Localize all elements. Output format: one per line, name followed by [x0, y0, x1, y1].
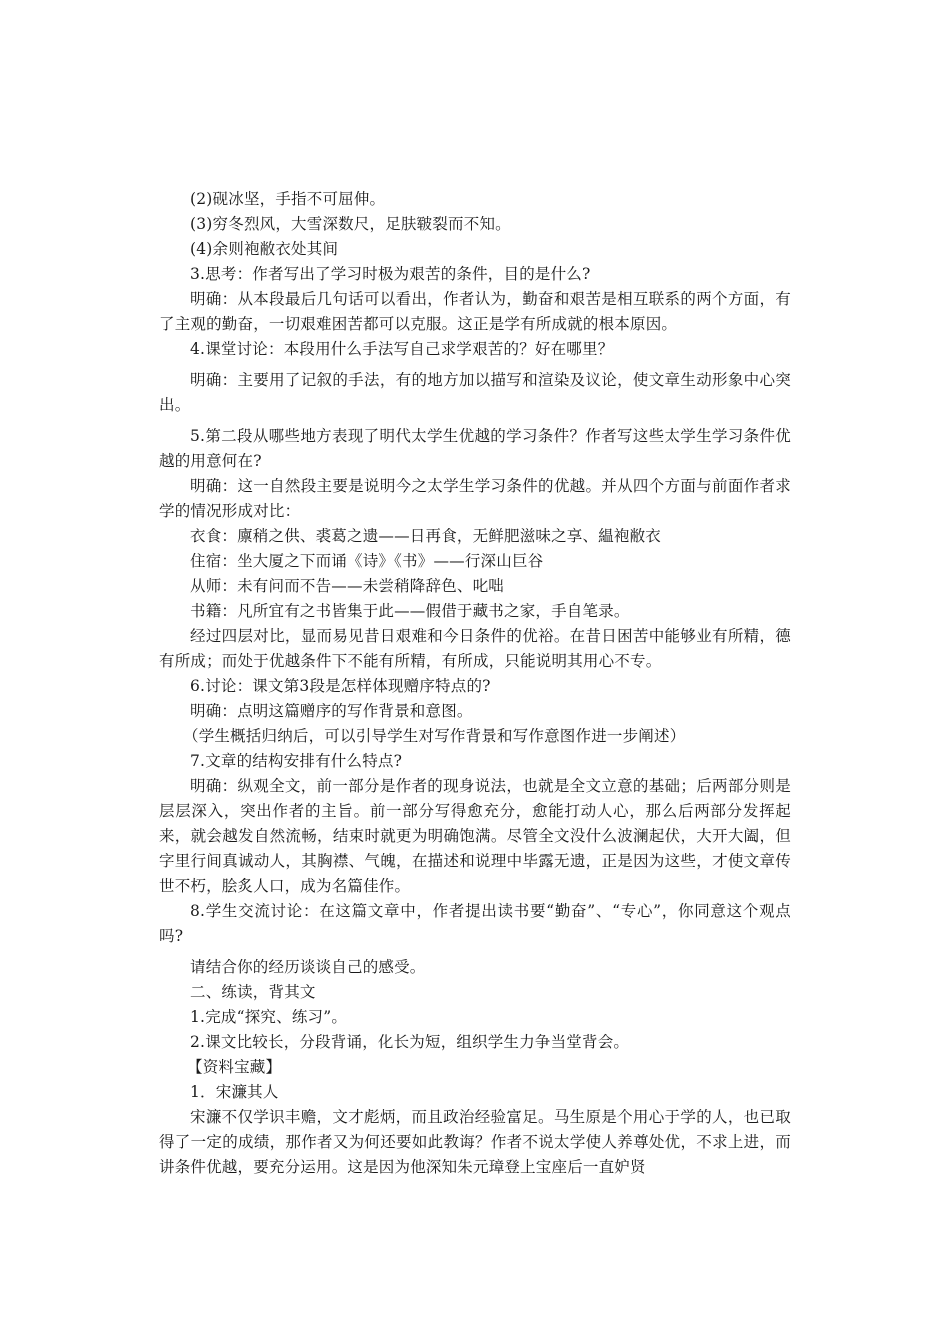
- paragraph-5: 明确：从本段最后几句话可以看出，作者认为，勤奋和艰苦是相互联系的两个方面，有了主观的勤奋，一切艰难困苦都可以克服。这正是学有所成就的根本原因。: [159, 290, 791, 333]
- paragraph-7: 明确：主要用了记叙的手法，有的地方加以描写和渲染及议论，使文章生动形象中心突出。: [159, 371, 791, 414]
- paragraph-22: 二、练读，背其文: [190, 983, 316, 1001]
- paragraph-2: (3)穷冬烈风，大雪深数尺，足肤皲裂而不知。: [190, 215, 511, 233]
- paragraph-18: 7.文章的结构安排有什么特点?: [190, 752, 403, 770]
- paragraph-6: 4.课堂讨论：本段用什么手法写自己求学艰苦的？好在哪里？: [190, 340, 614, 358]
- paragraph-9: 明确：这一自然段主要是说明今之太学生学习条件的优越。并从四个方面与前面作者求学的情况形成对比：: [159, 477, 791, 520]
- paragraph-15: 6.讨论：课文第3段是怎样体现赠序特点的?: [190, 677, 491, 695]
- paragraph-11: 住宿：坐大厦之下而诵《诗》《书》——行深山巨谷: [190, 552, 544, 570]
- paragraph-21: 请结合你的经历谈谈自己的感受。: [190, 958, 426, 976]
- paragraph-26: 1．宋濂其人: [190, 1083, 279, 1101]
- paragraph-17: （学生概括归纳后，可以引导学生对写作背景和写作意图作进一步阐述）: [183, 727, 686, 745]
- paragraph-24: 2.课文比较长，分段背诵，化长为短，组织学生力争当堂背会。: [190, 1033, 630, 1051]
- paragraph-8: 5.第二段从哪些地方表现了明代太学生优越的学习条件？作者写这些太学生学习条件优越的用意何在?: [159, 427, 791, 470]
- paragraph-19: 明确：纵观全文，前一部分是作者的现身说法，也就是全文立意的基础；后两部分则是层层深入，突出作者的主旨。前一部分写得愈充分，愈能打动人心，那么后两部分发挥起来，就会越发自然流畅，结束时就更为明确饱满。尽管全文没什么波澜起伏，大开大阖，但字里行间真诚动人，其胸襟、气魄，在描述和说理中毕露无遗，正是因为这些，才使文章传世不朽，脍炙人口，成为名篇佳作。: [159, 777, 791, 895]
- paragraph-27: 宋濂不仅学识丰赡，文才彪炳，而且政治经验富足。马生原是个用心于学的人，也已取得了一定的成绩，那作者又为何还要如此教诲？作者不说太学使人养尊处优，不求上进，而讲条件优越，要充分运用。这是因为他深知朱元璋登上宝座后一直妒贤: [159, 1108, 791, 1176]
- paragraph-1: (2)砚冰坚，手指不可屈伸。: [190, 190, 386, 208]
- document-body: [159, 187, 791, 1180]
- paragraph-4: 3.思考：作者写出了学习时极为艰苦的条件，目的是什么?: [190, 265, 591, 283]
- paragraph-14: 经过四层对比，显而易见昔日艰难和今日条件的优裕。在昔日困苦中能够业有所精，德有所成；而处于优越条件下不能有所精，有所成，只能说明其用心不专。: [159, 627, 791, 670]
- paragraph-3: (4)余则袍敝衣处其间: [190, 240, 339, 258]
- paragraph-12: 从师：未有问而不告——未尝稍降辞色、叱咄: [190, 577, 505, 595]
- paragraph-16: 明确：点明这篇赠序的写作背景和意图。: [190, 702, 473, 720]
- paragraph-20: 8.学生交流讨论：在这篇文章中，作者提出读书要“勤奋”、“专心”，你同意这个观点吗?: [159, 902, 791, 945]
- section-heading-resources: 【资料宝藏】: [187, 1058, 282, 1076]
- paragraph-23: 1.完成“探究、练习”。: [190, 1008, 348, 1026]
- paragraph-10: 衣食：廪稍之供、裘葛之遗——日再食，无鲜肥滋味之享、緼袍敝衣: [190, 527, 662, 545]
- paragraph-13: 书籍：凡所宜有之书皆集于此——假借于藏书之家，手自笔录。: [190, 602, 630, 620]
